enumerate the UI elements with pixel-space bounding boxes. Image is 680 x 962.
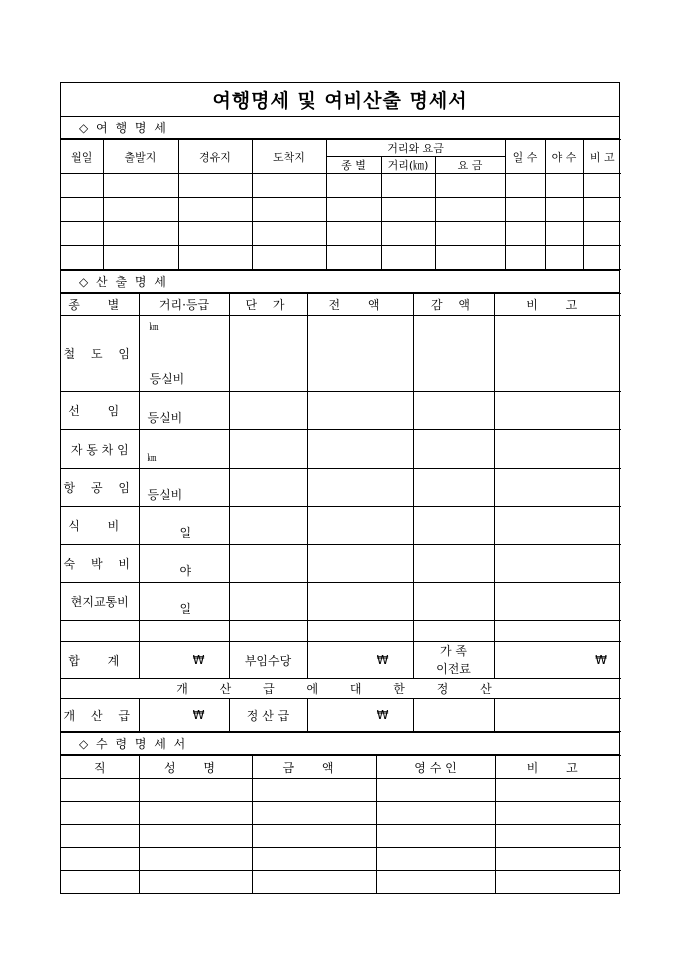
header-days: 일 수 xyxy=(505,140,545,174)
won-sign: ₩ xyxy=(494,642,621,679)
travel-section-title: ◇ 여 행 명 세 xyxy=(61,117,619,139)
unit-day: 일 xyxy=(139,507,229,545)
family-label-1: 가 족 xyxy=(440,644,467,658)
calc-table xyxy=(61,293,621,732)
header-remarks: 비 고 xyxy=(583,140,621,174)
header-departure: 출발지 xyxy=(103,140,178,174)
calc-header-deduction: 감 액 xyxy=(413,294,494,316)
header-arrival: 도착지 xyxy=(252,140,326,174)
receipt-header-position: 직 xyxy=(61,756,139,779)
receipt-table xyxy=(61,755,621,893)
travel-table xyxy=(61,139,621,270)
calc-row-meal xyxy=(61,507,621,545)
receipt-header-recipient: 영 수 인 xyxy=(376,756,495,779)
travel-row xyxy=(61,246,621,270)
calc-label-lodging: 숙 박 비 xyxy=(61,545,139,583)
calc-label-ship: 선 임 xyxy=(61,392,139,430)
settlement-header-row xyxy=(61,679,621,699)
header-fare: 요 금 xyxy=(435,157,505,174)
receipt-row xyxy=(61,802,621,825)
advance-label: 개 산 급 xyxy=(61,699,139,732)
settlement-header: 개 산 급 에 대 한 정 산 xyxy=(61,679,621,699)
receipt-row xyxy=(61,825,621,848)
calc-row-sum xyxy=(61,642,621,679)
receipt-header-amount: 금 액 xyxy=(252,756,376,779)
receipt-header-name: 성 명 xyxy=(139,756,252,779)
calc-header-remarks: 비 고 xyxy=(494,294,621,316)
calc-header-distance-grade: 거리·등급 xyxy=(139,294,229,316)
calc-label-meal: 식 비 xyxy=(61,507,139,545)
travel-row xyxy=(61,222,621,246)
won-sign: ₩ xyxy=(139,642,229,679)
calc-row-local-transport xyxy=(61,583,621,621)
receipt-row xyxy=(61,779,621,802)
unit-room: 등실비 xyxy=(149,372,185,386)
form-title: 여행명세 및 여비산출 명세서 xyxy=(61,83,619,117)
settled-label: 정 산 급 xyxy=(229,699,307,732)
calc-section-title: ◇ 산 출 명 세 xyxy=(61,271,619,293)
family-label-2: 이전료 xyxy=(436,662,471,676)
travel-row xyxy=(61,198,621,222)
calc-section-table xyxy=(61,270,619,293)
calc-row-car xyxy=(61,430,621,469)
receipt-header-remarks: 비 고 xyxy=(495,756,621,779)
calc-header-unit-price: 단 가 xyxy=(229,294,307,316)
calc-row-ship xyxy=(61,392,621,430)
unit-night: 야 xyxy=(139,545,229,583)
travel-row xyxy=(61,174,621,198)
won-sign: ₩ xyxy=(139,699,229,732)
calc-label-local-transport: 현지교통비 xyxy=(61,583,139,621)
calc-label-rail: 철 도 임 xyxy=(61,316,139,392)
calc-header-total: 전 액 xyxy=(307,294,413,316)
header-nights: 야 수 xyxy=(545,140,583,174)
receipt-row xyxy=(61,848,621,871)
travel-expense-form xyxy=(60,82,620,894)
unit-day: 일 xyxy=(139,583,229,621)
allowance-label: 부임수당 xyxy=(229,642,307,679)
calc-row-lodging xyxy=(61,545,621,583)
unit-room: 등실비 xyxy=(139,469,229,507)
calc-row-blank xyxy=(61,621,621,642)
calc-label-car: 자 동 차 임 xyxy=(61,430,139,469)
unit-km: ㎞ xyxy=(139,430,229,469)
sum-label: 합 계 xyxy=(61,642,139,679)
receipt-row xyxy=(61,871,621,894)
header-distance-fare: 거리와 요금 xyxy=(326,140,505,157)
unit-room: 등실비 xyxy=(139,392,229,430)
header-via: 경유지 xyxy=(178,140,252,174)
calc-header-kind: 종 별 xyxy=(61,294,139,316)
receipt-section-table xyxy=(61,732,619,755)
receipt-section-title: ◇ 수 령 명 세 서 xyxy=(61,733,619,755)
calc-row-rail xyxy=(61,316,621,392)
won-sign: ₩ xyxy=(307,642,413,679)
won-sign: ₩ xyxy=(307,699,413,732)
calc-label-air: 항 공 임 xyxy=(61,469,139,507)
settlement-row xyxy=(61,699,621,732)
header-distance: 거리(㎞) xyxy=(381,157,435,174)
header-kind: 종 별 xyxy=(326,157,381,174)
header-date: 월일 xyxy=(61,140,103,174)
unit-km: ㎞ xyxy=(149,323,159,333)
calc-row-air xyxy=(61,469,621,507)
title-table xyxy=(61,83,619,139)
